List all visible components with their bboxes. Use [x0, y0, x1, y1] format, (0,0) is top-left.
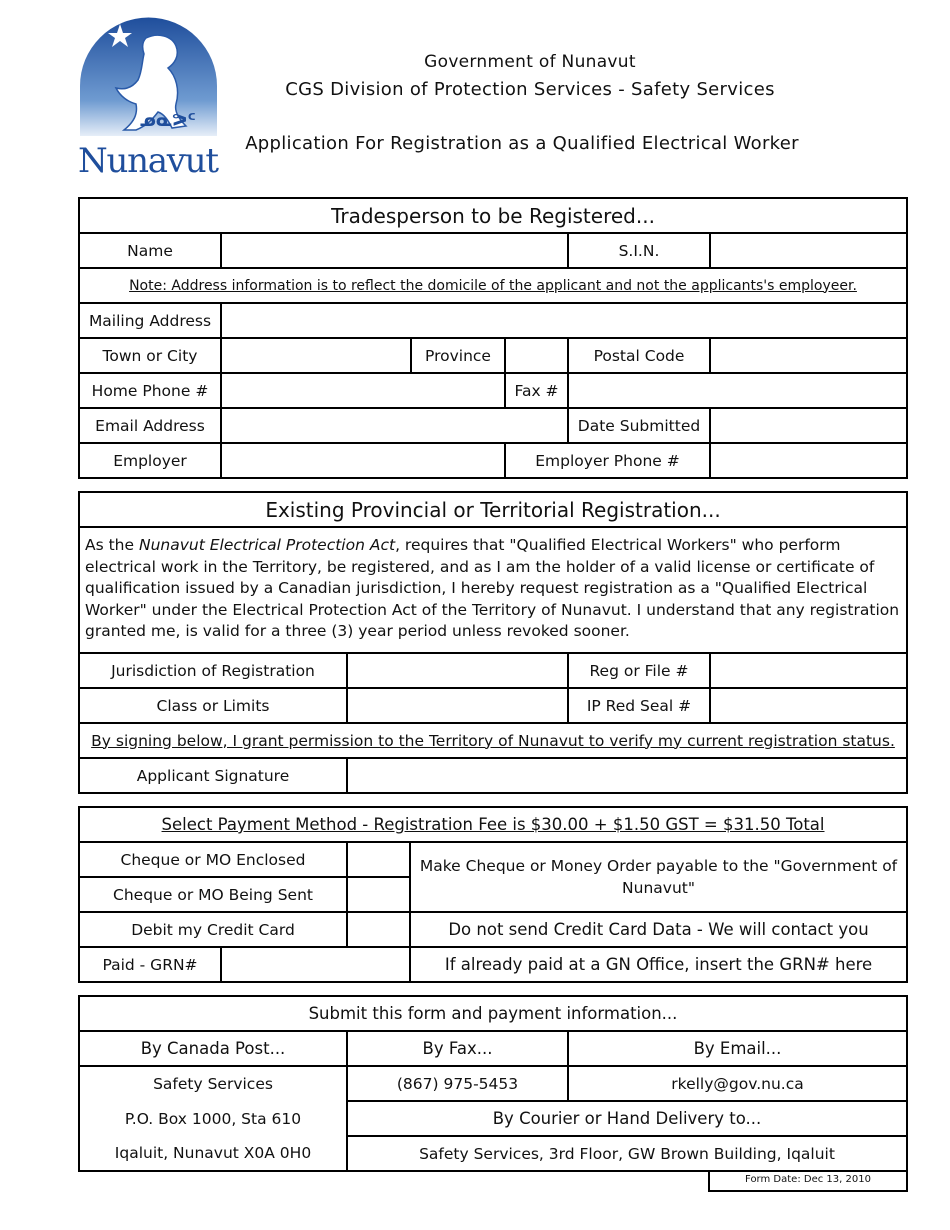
post-address-line1: Safety Services: [79, 1066, 347, 1101]
permission-statement: By signing below, I grant permission to the Territory of Nunavut to verify my current registration status.: [79, 723, 907, 758]
ip-red-seal-label: IP Red Seal #: [568, 688, 710, 723]
signature-field[interactable]: [347, 758, 907, 793]
debit-card-checkbox[interactable]: [347, 912, 410, 947]
no-credit-card-note: Do not send Credit Card Data - We will contact you: [410, 912, 907, 947]
employer-field[interactable]: [221, 443, 505, 478]
payment-title: Select Payment Method - Registration Fee is $30.00 + $1.50 GST = $31.50 Total: [79, 807, 907, 842]
paid-grn-label: Paid - GRN#: [79, 947, 221, 982]
sin-field[interactable]: [710, 233, 907, 268]
fax-number: (867) 975-5453: [347, 1066, 568, 1101]
courier-heading: By Courier or Hand Delivery to...: [347, 1101, 907, 1136]
employer-phone-field[interactable]: [710, 443, 907, 478]
nunavut-logo: [76, 16, 221, 178]
post-address-line2: P.O. Box 1000, Sta 610: [79, 1101, 347, 1136]
courier-address: Safety Services, 3rd Floor, GW Brown Building, Iqaluit: [347, 1136, 907, 1171]
reg-file-field[interactable]: [710, 653, 907, 688]
province-field[interactable]: [505, 338, 568, 373]
svg-text:ᓄᓇᕗᑦ: ᓄᓇᕗᑦ: [140, 111, 196, 131]
payment-section: [78, 806, 908, 983]
by-email-heading: By Email...: [568, 1031, 907, 1066]
mailing-address-label: Mailing Address: [79, 303, 221, 338]
svg-text:Nunavut: Nunavut: [78, 141, 219, 178]
grn-note: If already paid at a GN Office, insert the GRN# here: [410, 947, 907, 982]
mailing-address-field[interactable]: [221, 303, 907, 338]
form-title: Application For Registration as a Qualified Electrical Worker: [245, 133, 799, 154]
act-name: Nunavut Electrical Protection Act: [138, 536, 396, 554]
debit-card-label: Debit my Credit Card: [79, 912, 347, 947]
ip-red-seal-field[interactable]: [710, 688, 907, 723]
class-limits-field[interactable]: [347, 688, 568, 723]
government-title: Government of Nunavut: [424, 52, 636, 72]
cheque-sent-checkbox[interactable]: [347, 877, 410, 912]
employer-label: Employer: [79, 443, 221, 478]
email-label: Email Address: [79, 408, 221, 443]
jurisdiction-field[interactable]: [347, 653, 568, 688]
by-fax-heading: By Fax...: [347, 1031, 568, 1066]
name-field[interactable]: [221, 233, 568, 268]
postal-code-label: Postal Code: [568, 338, 710, 373]
employer-phone-label: Employer Phone #: [505, 443, 710, 478]
postal-code-field[interactable]: [710, 338, 907, 373]
jurisdiction-label: Jurisdiction of Registration: [79, 653, 347, 688]
home-phone-label: Home Phone #: [79, 373, 221, 408]
by-post-heading: By Canada Post...: [79, 1031, 347, 1066]
email-address[interactable]: rkelly@gov.nu.ca: [568, 1066, 907, 1101]
cheque-sent-label: Cheque or MO Being Sent: [79, 877, 347, 912]
division-title: CGS Division of Protection Services - Safety Services: [285, 79, 775, 100]
class-limits-label: Class or Limits: [79, 688, 347, 723]
submission-section: [78, 995, 908, 1172]
submit-title: Submit this form and payment information...: [79, 996, 907, 1031]
cheque-enclosed-checkbox[interactable]: [347, 842, 410, 877]
name-label: Name: [79, 233, 221, 268]
fax-label: Fax #: [505, 373, 568, 408]
date-submitted-field[interactable]: [710, 408, 907, 443]
sin-label: S.I.N.: [568, 233, 710, 268]
existing-registration-section: [78, 491, 908, 794]
section-title-tradesperson: Tradesperson to be Registered...: [79, 198, 907, 233]
email-field[interactable]: [221, 408, 568, 443]
tradesperson-section: [78, 197, 908, 479]
cheque-enclosed-label: Cheque or MO Enclosed: [79, 842, 347, 877]
payable-note: Make Cheque or Money Order payable to the "Government of Nunavut": [410, 842, 907, 912]
post-address-line3: Iqaluit, Nunavut X0A 0H0: [79, 1136, 347, 1171]
reg-file-label: Reg or File #: [568, 653, 710, 688]
fax-field[interactable]: [568, 373, 907, 408]
date-submitted-label: Date Submitted: [568, 408, 710, 443]
declaration-paragraph: As the Nunavut Electrical Protection Act, requires that "Qualified Electrical Workers" who perform electrical work in the Territory, be registered, and as I am the holder of a valid license or certificate of qualification issued by a Canadian jurisdiction, I hereby request registration as a "Qualified Electrical Worker" under the Electrical Protection Act of the Territory of Nunavut. I understand that any registration granted me, is valid for a three (3) year period unless revoked sooner.: [79, 527, 907, 653]
province-label: Province: [411, 338, 505, 373]
town-label: Town or City: [79, 338, 221, 373]
home-phone-field[interactable]: [221, 373, 505, 408]
paid-grn-field[interactable]: [221, 947, 410, 982]
town-field[interactable]: [221, 338, 411, 373]
address-note: Note: Address information is to reflect the domicile of the applicant and not the applicants's employeer.: [79, 268, 907, 303]
signature-label: Applicant Signature: [79, 758, 347, 793]
section-title-existing-registration: Existing Provincial or Territorial Registration...: [79, 492, 907, 527]
form-date: Form Date: Dec 13, 2010: [708, 1170, 908, 1192]
